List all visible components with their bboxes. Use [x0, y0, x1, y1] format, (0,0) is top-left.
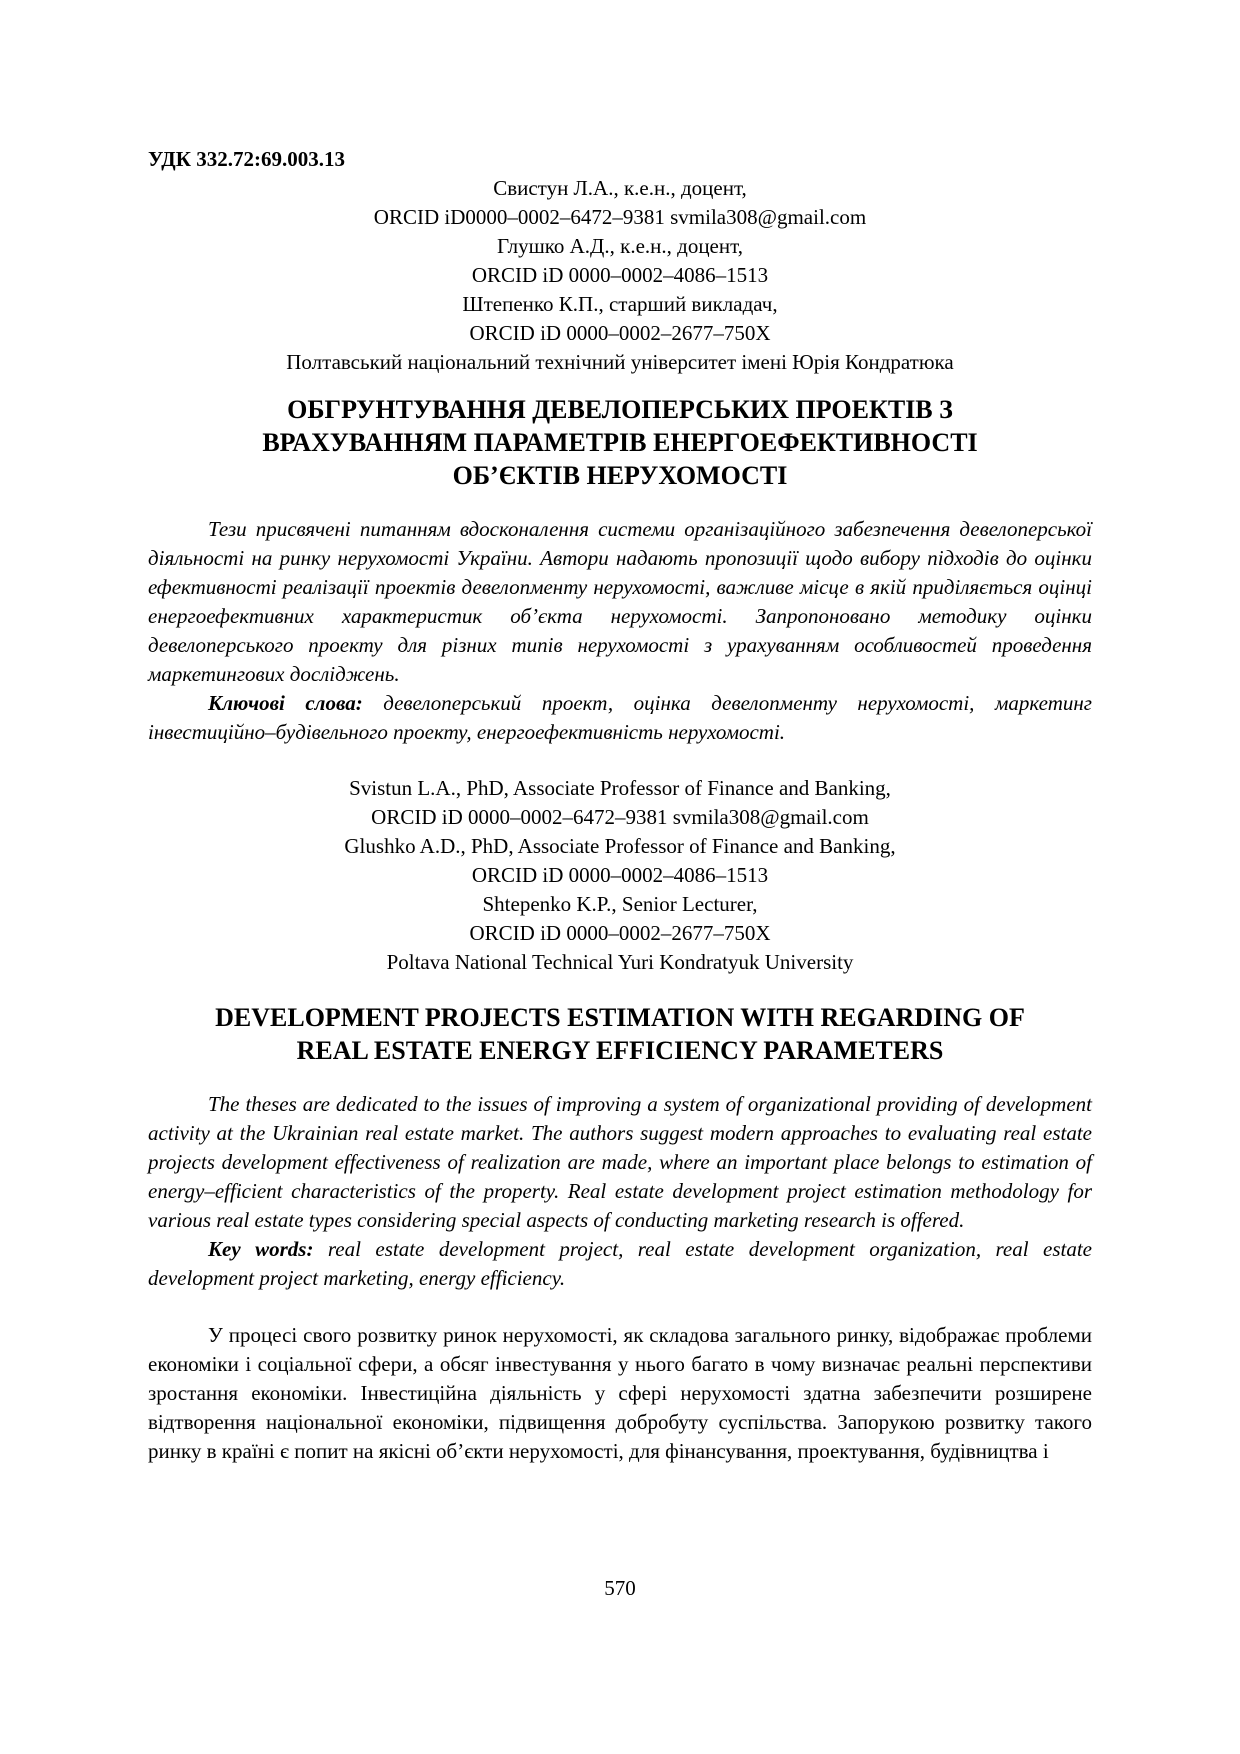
en-author-line: ORCID iD 0000–0002–2677–750X: [469, 921, 771, 945]
en-abstract: The theses are dedicated to the issues of improving a system of organizational providing of development activity at the Ukrainian real estate market. The authors suggest modern approaches to evaluating real estate projects development effectiveness of realization are made, where an important place belongs to estimation of energy–efficient characteristics of the property. Real estate development project estimation methodology for various real estate types considering special aspects of conducting marketing research is offered.: [148, 1092, 1092, 1232]
ua-author-line: ORCID iD 0000–0002–4086–1513: [471, 263, 769, 287]
en-author-line: ORCID iD 0000–0002–6472–9381 svmila308@gmail.com: [371, 805, 869, 829]
en-title-line: DEVELOPMENT PROJECTS ESTIMATION WITH REGARDING OF: [215, 1003, 1025, 1032]
en-keywords: [148, 1235, 1092, 1293]
ua-author-line: Штепенко К.П., старший викладач,: [462, 292, 778, 316]
en-author-line: Glushko A.D., PhD, Associate Professor of Finance and Banking,: [344, 834, 896, 858]
page-number: 570: [604, 1576, 636, 1600]
en-affiliation: Poltava National Technical Yuri Kondratyuk University: [386, 950, 854, 974]
en-keywords-text: real estate development project, real estate development organization, real estate development project marketing, energy efficiency.: [148, 1237, 1093, 1290]
ua-title: [148, 393, 1092, 492]
en-keywords-label: Key words:: [208, 1237, 314, 1261]
body-paragraph: У процесі свого розвитку ринок нерухомості, як складова загального ринку, відображає проблеми економіки і соціальної сфери, а обсяг інвестування у нього багато в чому визначає реальні перспективи зростання економіки. Інвестиційна діяльність у сфері нерухомості здатна забезпечити розширене відтворення національної економіки, підвищення добробуту суспільства. Запорукою розвитку такого ринку в країні є попит на якісні об’єкти нерухомості, для фінансування, проектування, будівництва і: [148, 1323, 1092, 1463]
en-author-block: [148, 774, 1092, 977]
ua-abstract: Тези присвячені питанням вдосконалення системи організаційного забезпечення девелоперської діяльності на ринку нерухомості України. Автори надають пропозиції щодо вибору підходів до оцінки ефективності реалізації проектів девелопменту нерухомості, важливе місце в якій приділяється оцінці енергоефективних характеристик об’єкта нерухомості. Запропоновано методику оцінки девелоперського проекту для різних типів нерухомості з урахуванням особливостей проведення маркетингових досліджень.: [148, 517, 1092, 686]
udk-code: УДК 332.72:69.003.13: [148, 147, 345, 171]
ua-title-line: ВРАХУВАННЯМ ПАРАМЕТРІВ ЕНЕРГОЕФЕКТИВНОСТІ: [262, 428, 978, 457]
ua-author-line: ORCID iD 0000–0002–2677–750X: [469, 321, 771, 345]
ua-keywords-text: девелоперський проект, оцінка девелопменту нерухомості, маркетинг інвестиційно–будівельного проекту, енергоефективність нерухомості.: [148, 691, 1092, 744]
en-author-line: ORCID iD 0000–0002–4086–1513: [471, 863, 769, 887]
ua-author-line: Глушко А.Д., к.е.н., доцент,: [497, 234, 743, 258]
ua-author-line: Свистун Л.А., к.е.н., доцент,: [493, 176, 747, 200]
ua-title-line: ОБГРУНТУВАННЯ ДЕВЕЛОПЕРСЬКИХ ПРОЕКТІВ З: [287, 395, 953, 424]
en-author-line: Svistun L.A., PhD, Associate Professor of Finance and Banking,: [349, 776, 891, 800]
ua-title-line: ОБ’ЄКТІВ НЕРУХОМОСТІ: [452, 461, 788, 490]
paper-page: [148, 145, 1092, 1466]
ua-author-block: [148, 174, 1092, 377]
ua-keywords: [148, 689, 1092, 747]
ua-keywords-label: Ключові слова:: [208, 691, 363, 715]
en-author-line: Shtepenko K.P., Senior Lecturer,: [482, 892, 758, 916]
en-title-line: REAL ESTATE ENERGY EFFICIENCY PARAMETERS: [296, 1036, 944, 1065]
ua-affiliation: Полтавський національний технічний університет імені Юрія Кондратюка: [286, 350, 954, 374]
en-title: [148, 1001, 1092, 1067]
ua-author-line: ORCID iD0000–0002–6472–9381 svmila308@gmail.com: [373, 205, 867, 229]
